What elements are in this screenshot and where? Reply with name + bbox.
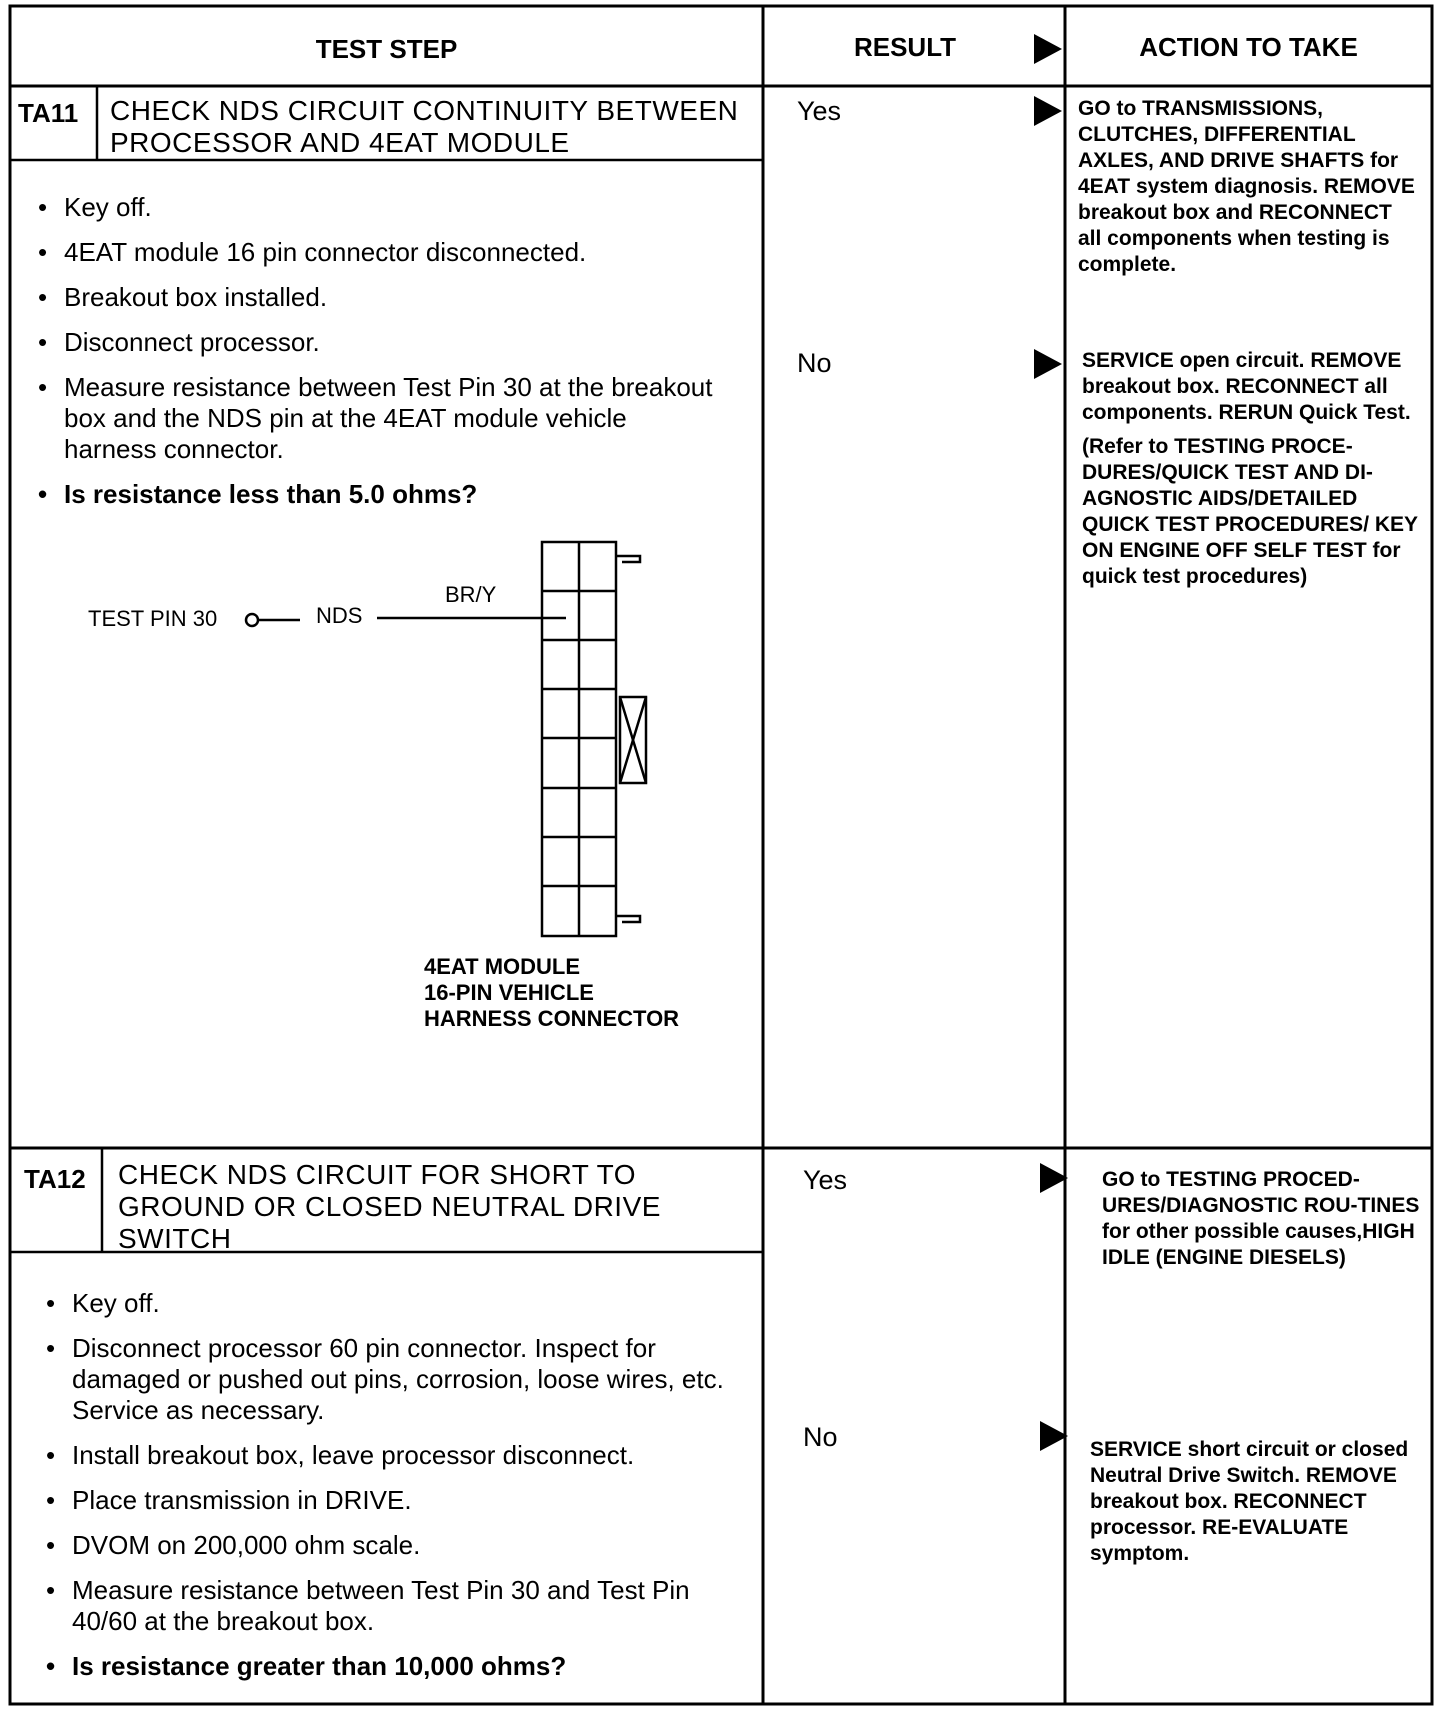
list-item-question: • Is resistance greater than 10,000 ohms? [42, 1651, 742, 1682]
step-id-ta12: TA12 [24, 1164, 86, 1194]
nds-label: NDS [316, 603, 363, 628]
header-action: ACTION TO TAKE [1139, 32, 1358, 62]
action-paragraph: SERVICE open circuit. REMOVE breakout box. RECONNECT all components. RERUN Quick Test. [1082, 349, 1411, 424]
list-item: • Measure resistance between Test Pin 30 and Test Pin 40/60 at the breakout box. [42, 1575, 742, 1637]
connector-caption-line: 16-PIN VEHICLE [424, 980, 594, 1005]
action-paragraph: (Refer to TESTING PROCE-DURES/QUICK TEST AND DI-AGNOSTIC AIDS/DETAILED QUICK TEST PROCEDURES/ KEY ON ENGINE OFF SELF TEST for quick test procedures) [1082, 435, 1418, 588]
connector-tab [616, 556, 640, 562]
test-pin-terminal [246, 614, 258, 626]
step-id-ta11: TA11 [18, 98, 79, 128]
action-paragraph: GO to TESTING PROCED-URES/DIAGNOSTIC ROU-TINES for other possible causes,HIGH IDLE (ENGINE DIESELS) [1102, 1168, 1420, 1269]
list-item: • Breakout box installed. [34, 282, 724, 313]
step-instructions-ta12 [42, 1288, 742, 1696]
header-test-step: TEST STEP [315, 34, 458, 64]
step-title-ta11: CHECK NDS CIRCUIT CONTINUITY BETWEEN PROCESSOR AND 4EAT MODULE [110, 95, 739, 158]
connector-caption [424, 954, 679, 1032]
test-pin-label: TEST PIN 30 [88, 606, 218, 631]
action-yes-ta11 [1078, 96, 1418, 286]
action-no-ta11 [1082, 348, 1422, 598]
list-item: • Key off. [34, 192, 724, 223]
header-result: RESULT [853, 32, 957, 62]
action-paragraph: SERVICE short circuit or closed Neutral Drive Switch. REMOVE breakout box. RECONNECT processor. RE-EVALUATE symptom. [1090, 1438, 1409, 1565]
list-item: • Place transmission in DRIVE. [42, 1485, 742, 1516]
list-item: • Install breakout box, leave processor disconnect. [42, 1440, 742, 1471]
list-item: • 4EAT module 16 pin connector disconnected. [34, 237, 724, 268]
action-no-ta12 [1090, 1437, 1410, 1575]
result-yes-ta12: Yes [803, 1165, 848, 1195]
connector-tab [616, 916, 640, 922]
list-item: • Measure resistance between Test Pin 30 at the breakout box and the NDS pin at the 4EAT module vehicle harness connector. [34, 372, 724, 465]
action-yes-ta12 [1102, 1167, 1422, 1279]
step-title-ta12: CHECK NDS CIRCUIT FOR SHORT TO GROUND OR CLOSED NEUTRAL DRIVE SWITCH [118, 1159, 661, 1254]
list-item: • Disconnect processor 60 pin connector. Inspect for damaged or pushed out pins, corrosion, loose wires, etc. Service as necessary. [42, 1333, 742, 1426]
result-no-ta12: No [803, 1422, 838, 1452]
connector-caption-line: HARNESS CONNECTOR [424, 1006, 680, 1031]
connector-caption-line: 4EAT MODULE [424, 954, 581, 979]
result-yes-ta11: Yes [797, 96, 842, 126]
list-item-question: • Is resistance less than 5.0 ohms? [34, 479, 724, 510]
wire-color-label: BR/Y [445, 582, 497, 607]
action-paragraph: GO to TRANSMISSIONS, CLUTCHES, DIFFERENTIAL AXLES, AND DRIVE SHAFTS for 4EAT system diagnosis. REMOVE breakout box and RECONNECT all components when testing is complete. [1078, 97, 1415, 276]
list-item: • Key off. [42, 1288, 742, 1319]
result-no-ta11: No [797, 348, 832, 378]
list-item: • DVOM on 200,000 ohm scale. [42, 1530, 742, 1561]
list-item: • Disconnect processor. [34, 327, 724, 358]
